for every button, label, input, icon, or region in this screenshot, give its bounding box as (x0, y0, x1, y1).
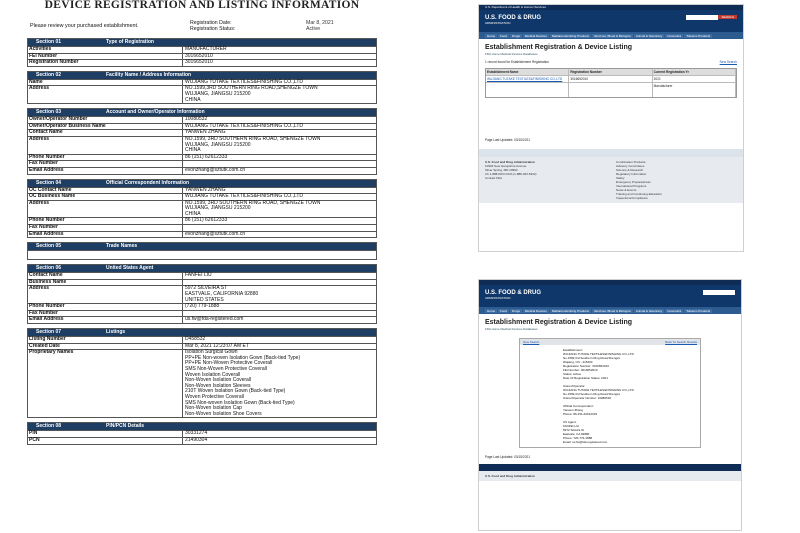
table-row (28, 116, 376, 123)
table-row (28, 336, 376, 343)
table-row (28, 53, 376, 60)
field-label: Registration Number (28, 60, 183, 66)
section-7 (27, 328, 377, 418)
section-header (28, 243, 376, 250)
search-input[interactable] (686, 15, 718, 20)
section-3 (27, 108, 377, 174)
nav-item[interactable]: Animal & Veterinary (635, 33, 663, 38)
field-label: Owner/Operator Number (28, 117, 183, 123)
section-title: Official Correspondent Information (106, 179, 190, 186)
field-label: Owner/Operator Business Name (28, 124, 183, 130)
breadcrumb[interactable]: FDA Home Medical Devices Databases (485, 52, 538, 56)
table-row (28, 46, 376, 53)
field-label: PCN (28, 438, 183, 444)
table-row (28, 154, 376, 161)
section-id: Section 01 (36, 39, 62, 45)
section-title: Type of Registration (106, 39, 154, 45)
gov-bar: U.S. Department of Health & Human Services (479, 5, 743, 10)
field-label: Contact Name (28, 273, 183, 279)
search-box[interactable] (686, 15, 737, 20)
field-value: WUJIANG TUTAKE TEXTILES&FINISHING CO.,LTD (185, 122, 303, 129)
field-label: Email Address (28, 232, 183, 238)
nav-item[interactable]: Cosmetics (667, 33, 682, 38)
main-nav-2 (479, 307, 741, 314)
nav-item[interactable]: Cosmetics (667, 308, 682, 313)
fda-logo-2[interactable]: U.S. FOOD & DRUG ADMINISTRATION (485, 290, 542, 300)
fda-header (479, 10, 743, 32)
table-row (28, 129, 376, 136)
field-value: FANFEI LIU (185, 272, 212, 279)
table-row (28, 193, 376, 200)
field-value: (720) 779-1888 (185, 303, 220, 310)
field-value: NO.1599,3RD SOUTHERN RING ROAD,SHENGZE TOWN WUJIANG, JIANGSU 215200 CHINA (185, 85, 318, 103)
field-label: OC Business Name (28, 194, 183, 200)
section-5 (27, 242, 377, 260)
field-value: 5972 SILVEIRA ST EASTVALE, CALIFORNIA 92880 UNITED STATES (185, 285, 259, 303)
page-title-2: Establishment Registration & Device Listing (485, 319, 633, 326)
field-value: NO.1599, 3RD SOUTHERN RING ROAD, SHENGZE TOWN WUJIANG, JIANGSU 215200 CHINA (185, 135, 321, 154)
registration-values: Mar 8, 2021 Active (306, 20, 334, 32)
field-value: WUJIANG TUTAKE TEXTILES&FINISHING CO.,LTD (185, 193, 303, 200)
page-title: Establishment Registration & Device Listing (485, 44, 633, 51)
table-row (28, 136, 376, 154)
nav-item[interactable]: Drugs (511, 33, 520, 38)
field-value: MANUFACTURER (185, 46, 227, 52)
section-header (28, 329, 376, 336)
fda-detail-body (479, 314, 741, 334)
field-label: OC Contact Name (28, 188, 183, 194)
intro-block (27, 20, 377, 34)
section-title: Facility Name / Address Information (106, 71, 192, 78)
document-title: DEVICE REGISTRATION AND LISTING INFORMATION (44, 0, 360, 11)
section-id: Section 05 (36, 243, 62, 250)
search-button[interactable]: SEARCH (718, 15, 737, 19)
field-value: YANWEN ZHANG (185, 129, 226, 136)
nav-item[interactable]: Vaccines, Blood & Biologics (593, 308, 631, 313)
section-title: Account and Owner/Operator Information (106, 109, 205, 116)
section-id: Section 06 (36, 265, 62, 272)
nav-item[interactable]: Home (487, 33, 496, 38)
field-label: Address (28, 86, 183, 103)
table-row (28, 303, 376, 310)
section-id: Section 07 (36, 329, 62, 335)
field-value (183, 225, 376, 231)
footer-band-2 (479, 464, 741, 471)
empty-row (28, 250, 376, 259)
field-value: Isolation Surgical Gown PP+PE Non-woven Isolation Gown (Back-tied Type) PP+PE Non-Woven Protective Coverall SMS Non-Woven Protective Coverall Woven Isolation Coverall Non-Woven Isolation Coverall Non-Woven Isolation Sleeves 210T Woven Isolation Gown (Back-tied Type) Woven Protective Coverall SMS Non-woven Isolation Gown (Back-tied Type) Non-Woven Isolation Cap Non-Woven Isolation Shoe Covers (185, 349, 301, 417)
field-value: 21490304 (185, 436, 208, 443)
field-value: WUJIANG TUTAKE TEXTILES&FINISHING CO.,LTD (185, 78, 303, 85)
detail-panel (519, 338, 701, 448)
table-row (28, 160, 376, 167)
nav-item[interactable]: Medical Devices (524, 33, 547, 38)
fda-search-body (479, 39, 743, 145)
field-value: 10080532 (185, 116, 208, 123)
table-row (28, 272, 376, 279)
new-search-link-2[interactable]: New Search (523, 340, 540, 344)
footer-links[interactable]: Combination Products Advisory Committees Science & Research Regulatory Information Safety Emergency Preparedness International Programs News & Events Training and Continuing Education Inspections/Compliance (616, 160, 662, 200)
field-label: Proprietary Names (28, 350, 183, 417)
section-6 (27, 264, 377, 324)
field-label: Phone Number (28, 304, 183, 310)
table-row (28, 187, 376, 194)
registration-document (27, 0, 377, 445)
section-title: United States Agent (106, 265, 154, 272)
page-updated: Page Last Updated: 03/15/2021 (485, 138, 531, 142)
field-value: evonzhang@sztutk.com.cn (185, 166, 246, 173)
field-label: Fax Number (28, 225, 183, 231)
section-id: Section 02 (36, 71, 62, 78)
fda-header-2 (479, 285, 741, 307)
detail-text: Establishment: WUJIANG TUTAKE TEXTILES&FINISHING CO.,LTD No.1599,3rd Southern Ring Road,Shengze Wujiang, CN - 215200 Registration Number: 3016652010 FEI Number: 3016652010 Status: Active Date Of Registration Status: 2021 Owner/Operator: WUJIANG TUTAKE TEXTILES&FINISHING CO.,LTD No.1599,3rd Southern Ring Road,Shengze Owner/Operator Number: 10080532 Official Correspondent: Yanwen Zhang Phone: 86-151-62612333 US Agent: FANFEI LIU 5972 Silveira St Eastvale, CA 92880 Phone: 720-779-1888 Email: us.fw@fda-registered.com (563, 348, 634, 444)
result-note: 1 record found for Establishment Registration (485, 60, 549, 64)
field-value: 3016652010 (185, 52, 213, 59)
section-header (28, 180, 376, 187)
fda-footer-2: U.S. Food and Drug Administration (479, 471, 741, 481)
section-4 (27, 179, 377, 239)
field-label: PIN (28, 431, 183, 437)
field-value: Mar 8, 2021 12:23:07 AM ET (185, 342, 249, 349)
nav-item[interactable]: Tobacco Products (686, 308, 711, 313)
table-row (28, 79, 376, 86)
field-value: evonzhang@sztutk.com.cn (185, 230, 246, 237)
sections-container (27, 38, 377, 445)
nav-item[interactable]: Food (500, 308, 507, 313)
nav-item[interactable]: Radiation-Emitting Products (551, 33, 589, 38)
table-row (28, 279, 376, 286)
nav-item[interactable]: Vaccines, Blood & Biologics (593, 33, 631, 38)
field-label: Address (28, 286, 183, 303)
table-row (28, 200, 376, 218)
section-8 (27, 422, 377, 444)
fda-logo[interactable]: U.S. FOOD & DRUG ADMINISTRATION (485, 15, 542, 25)
field-value: us.fw@fda-registered.com (185, 316, 244, 323)
back-link[interactable]: Back To Search Results (665, 340, 697, 344)
section-header (28, 423, 376, 430)
breadcrumb-2[interactable]: FDA Home Medical Devices Databases (485, 327, 538, 331)
field-label: Phone Number (28, 218, 183, 224)
registration-labels: Registration Date: Registration Status: (190, 20, 236, 32)
table-row (28, 217, 376, 224)
field-label: Created Date (28, 344, 183, 350)
table-row (28, 316, 376, 323)
field-label: Email Address (28, 168, 183, 174)
field-label: Phone Number (28, 155, 183, 161)
fda-detail-screenshot (478, 279, 742, 531)
results-table (485, 68, 737, 98)
table-row (28, 343, 376, 350)
table-row (28, 85, 376, 103)
nav-item[interactable]: Medical Devices (524, 308, 547, 313)
page-updated-2: Page Last Updated: 03/15/2021 (485, 455, 531, 459)
table-row (28, 123, 376, 130)
field-label: FEI Number (28, 54, 183, 60)
section-header (28, 265, 376, 272)
table-row (28, 285, 376, 303)
section-header (28, 72, 376, 79)
nav-item[interactable]: Food (500, 33, 507, 38)
field-value: 30331274 (185, 430, 208, 437)
main-nav (479, 32, 743, 39)
search-box-2[interactable] (703, 290, 735, 295)
section-id: Section 04 (36, 179, 62, 186)
field-label: Address (28, 137, 183, 154)
section-2 (27, 71, 377, 104)
field-label: Fax Number (28, 311, 183, 317)
table-row (28, 167, 376, 174)
table-row (28, 430, 376, 437)
nav-item[interactable]: Tobacco Products (686, 33, 711, 38)
table-row (28, 231, 376, 238)
field-label: Address (28, 201, 183, 218)
table-row: Manufacturer (486, 82, 736, 97)
table-row (28, 349, 376, 417)
table-row (28, 310, 376, 317)
section-id: Section 03 (36, 109, 62, 116)
field-label: Listing Number (28, 337, 183, 343)
section-header (28, 109, 376, 116)
intro-message: Please review your purchased establishment. (30, 23, 139, 29)
field-value: YANWEN ZHANG (185, 186, 226, 193)
field-label: Activities (28, 47, 183, 53)
field-label: Contact Name (28, 130, 183, 136)
nav-item[interactable]: Animal & Veterinary (635, 308, 663, 313)
field-value: 86 (151) 62612333 (185, 153, 228, 160)
new-search-link[interactable]: New Search (719, 60, 737, 64)
section-id: Section 08 (36, 423, 62, 430)
table-row (28, 224, 376, 231)
table-row (28, 437, 376, 444)
fda-footer: U.S. Food and Drug Administration 10903 New Hampshire Avenue Silver Spring, MD 20993 Ch 1-888-INFO-FDA (1-888-463-6332) Contact FDA Combination Products Advisory Committees Science & Research Regulatory Information Safety Emergency Preparedness International Programs News & Events Training and Continuing Education Inspections/Compliance (479, 157, 743, 203)
nav-item[interactable]: Home (487, 308, 496, 313)
table-row[interactable]: WUJIANG TUTAKE TEXTILES&FINISHING CO.,LTD 3016652010 2021 (486, 75, 736, 82)
footer-band (479, 149, 743, 157)
field-label: Fax Number (28, 161, 183, 167)
table-header: Establishment Name Registration Number Current Registration Yr (486, 69, 736, 75)
field-value: 86 (151) 62612333 (185, 217, 228, 224)
field-value: D458532 (185, 336, 206, 342)
nav-item[interactable]: Radiation-Emitting Products (551, 308, 589, 313)
section-header (28, 39, 376, 46)
search-input-2[interactable] (703, 290, 735, 295)
section-title: Listings (106, 329, 126, 335)
field-label: Name (28, 80, 183, 86)
field-value: 3016652010 (185, 59, 213, 66)
section-1 (27, 38, 377, 67)
field-label: Business Name (28, 280, 183, 286)
nav-item[interactable]: Drugs (511, 308, 520, 313)
field-value: NO.1599, 3RD SOUTHERN RING ROAD, SHENGZE TOWN WUJIANG, JIANGSU 215200 CHINA (185, 199, 321, 217)
table-row (28, 59, 376, 66)
section-title: PIN/PCN Details (106, 423, 145, 430)
fda-search-screenshot (478, 4, 744, 252)
section-title: Trade Names (106, 243, 138, 250)
field-label: Email Address (28, 317, 183, 323)
